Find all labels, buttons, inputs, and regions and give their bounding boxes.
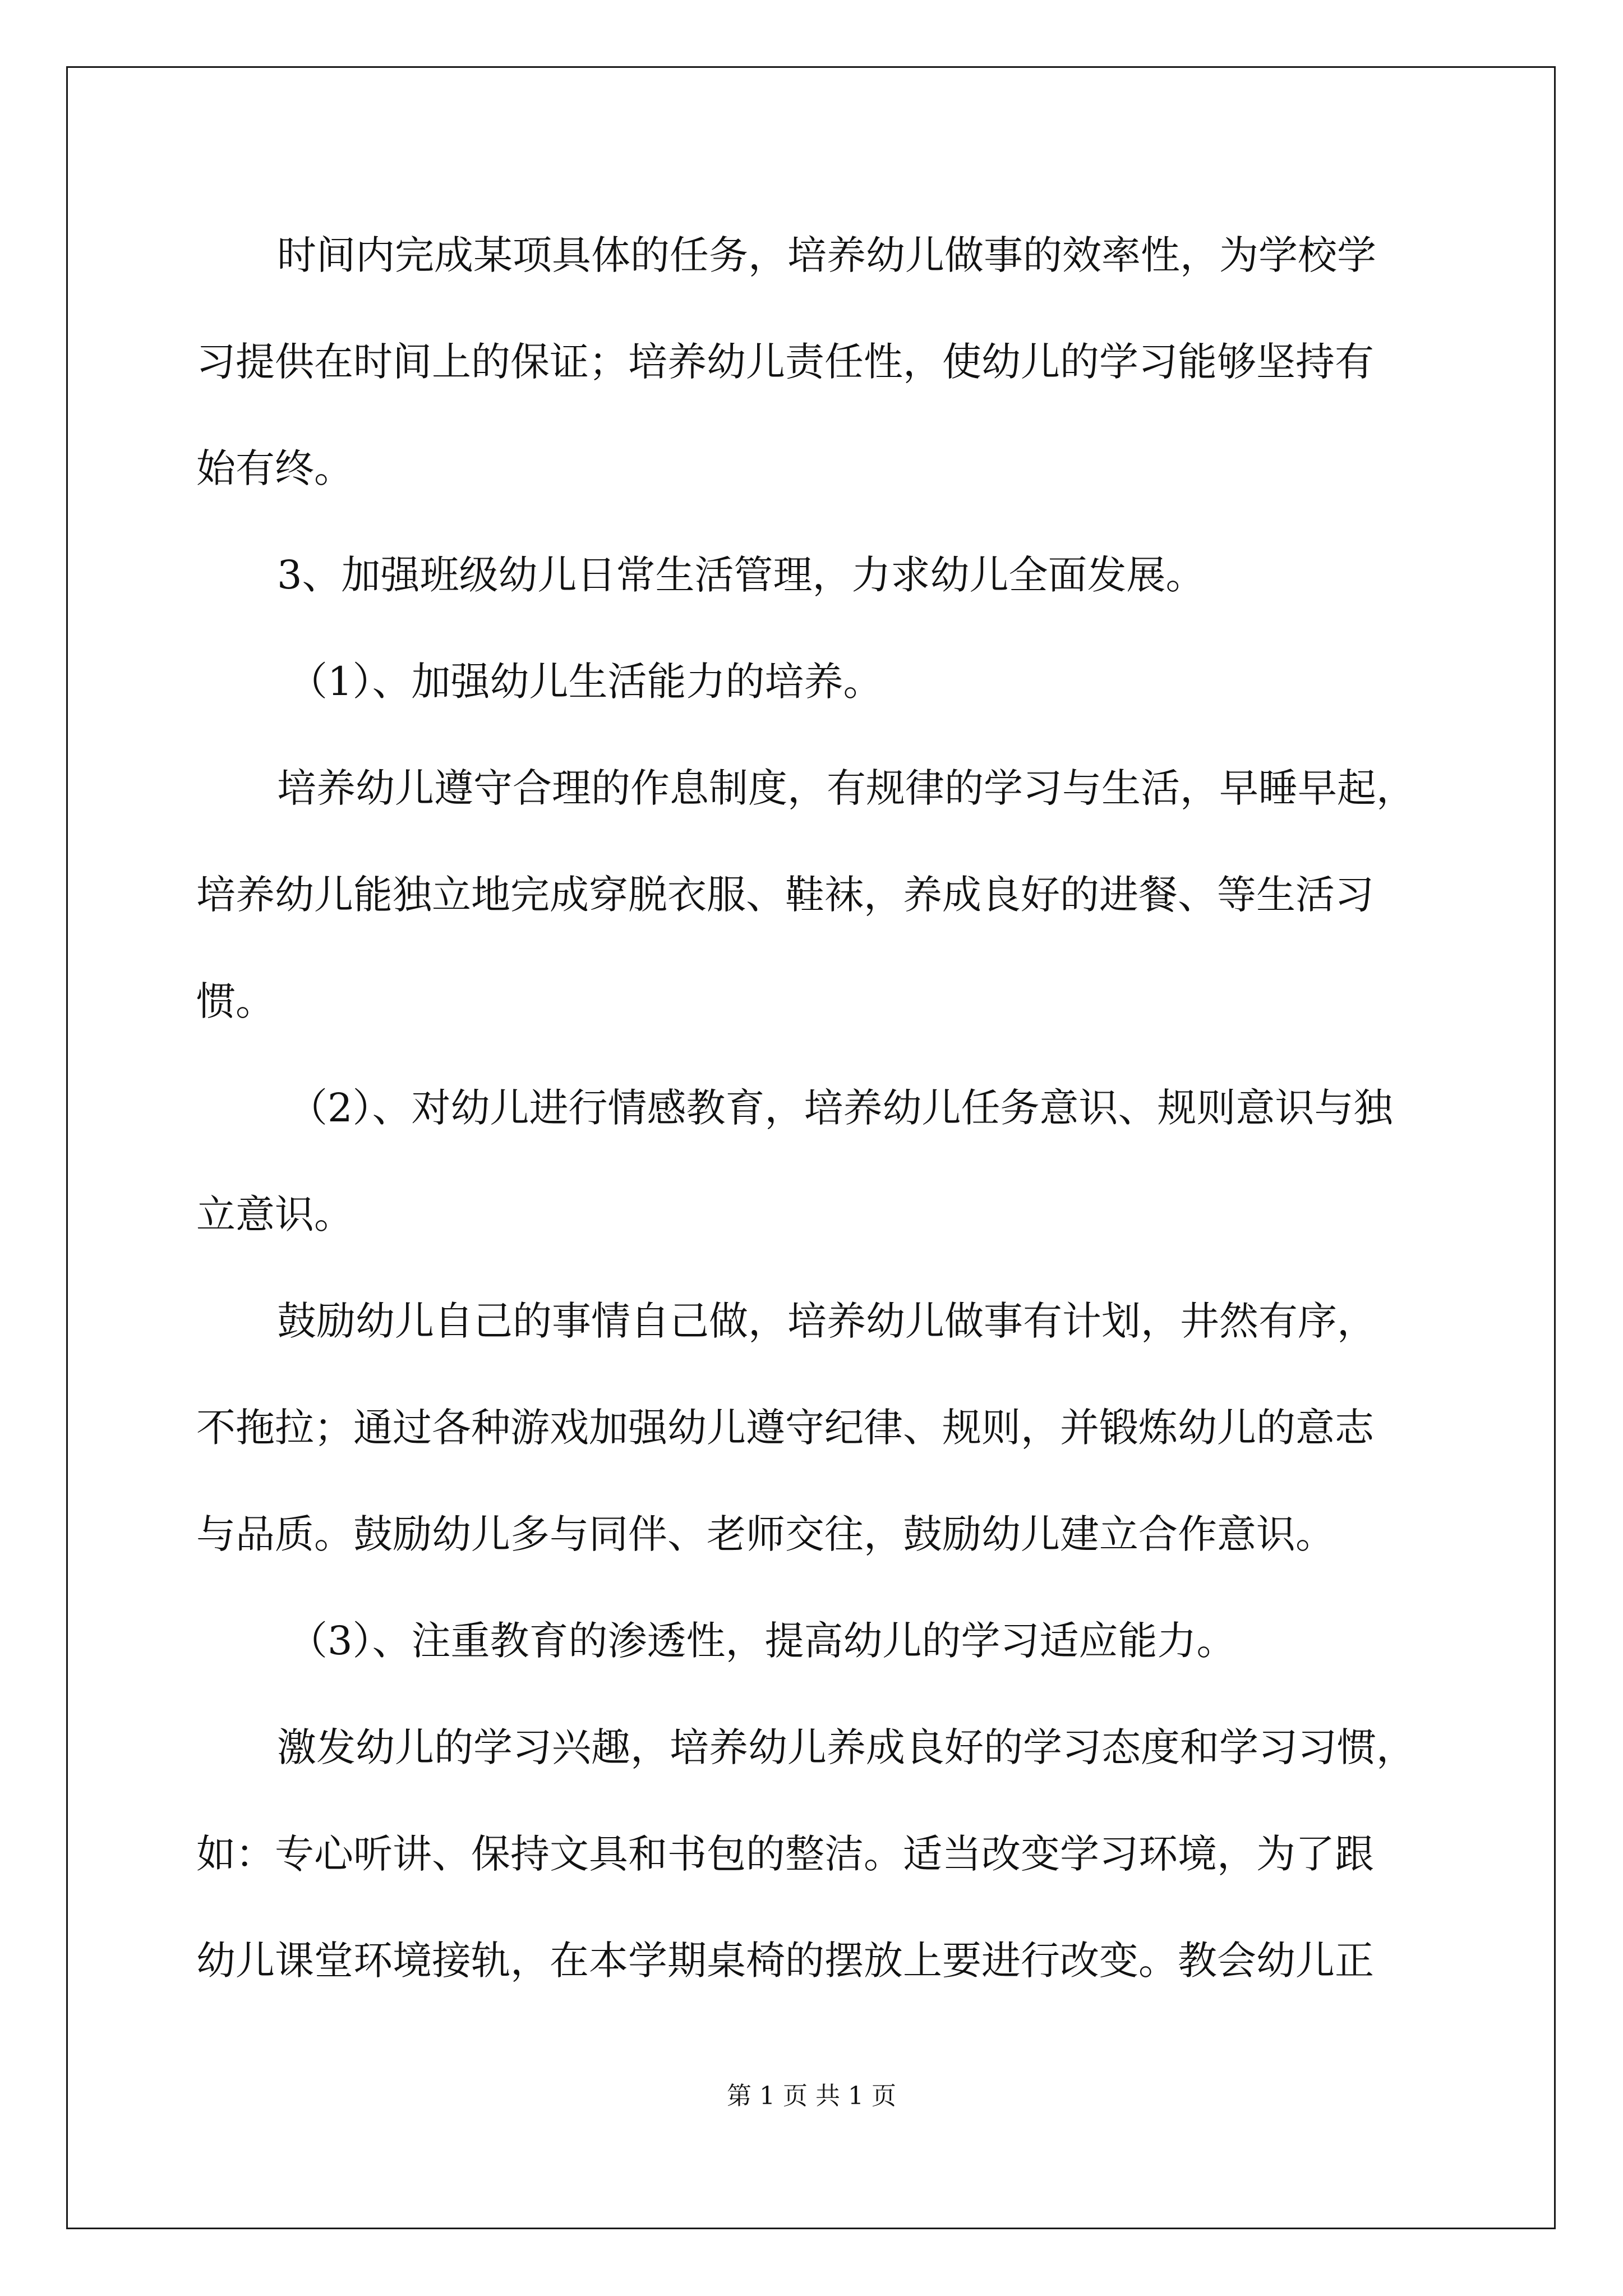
text-line: 3、加强班级幼儿日常生活管理，力求幼儿全面发展。: [277, 552, 1205, 598]
text-line: 如：专心听讲、保持文具和书包的整洁。适当改变学习环境，为了跟: [196, 1831, 1374, 1877]
document-body: [196, 202, 1428, 2014]
text-line: 始有终。: [196, 445, 353, 491]
text-line: （1）、加强幼儿生活能力的培养。: [288, 659, 883, 705]
text-line: 鼓励幼儿自己的事情自己做，培养幼儿做事有计划，井然有序，: [277, 1298, 1376, 1344]
text-line: （3）、注重教育的渗透性，提高幼儿的学习适应能力。: [288, 1618, 1236, 1664]
text-line: 立意识。: [196, 1191, 353, 1237]
text-line: 惯。: [196, 978, 275, 1024]
text-line: 时间内完成某项具体的任务，培养幼儿做事的效率性，为学校学: [277, 232, 1376, 278]
text-line: 培养幼儿遵守合理的作息制度，有规律的学习与生活，早睡早起，: [277, 765, 1415, 811]
text-line: 与品质。鼓励幼儿多与同伴、老师交往，鼓励幼儿建立合作意识。: [196, 1511, 1335, 1557]
text-line: 培养幼儿能独立地完成穿脱衣服、鞋袜，养成良好的进餐、等生活习: [196, 872, 1374, 918]
text-line: 不拖拉；通过各种游戏加强幼儿遵守纪律、规则，并锻炼幼儿的意志: [196, 1405, 1374, 1451]
text-line: 习提供在时间上的保证；培养幼儿责任性，使幼儿的学习能够坚持有: [196, 339, 1374, 385]
page-footer: 第 1 页 共 1 页: [727, 2082, 896, 2110]
text-line: 幼儿课堂环境接轨，在本学期桌椅的摆放上要进行改变。教会幼儿正: [196, 1938, 1374, 1984]
text-line: （2）、对幼儿进行情感教育，培养幼儿任务意识、规则意识与独: [288, 1085, 1393, 1131]
text-line: 激发幼儿的学习兴趣，培养幼儿养成良好的学习态度和学习习惯，: [277, 1724, 1415, 1770]
